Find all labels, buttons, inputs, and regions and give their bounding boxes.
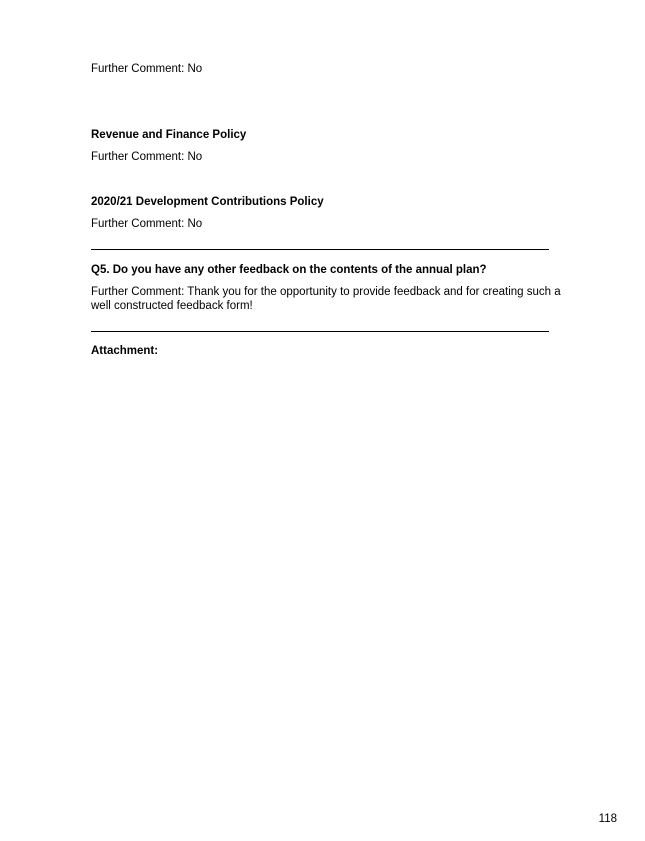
section-heading-revenue-finance: Revenue and Finance Policy — [91, 129, 247, 141]
page-number: 118 — [598, 813, 617, 825]
horizontal-rule — [91, 249, 549, 250]
further-comment-text: Further Comment: No — [91, 218, 203, 230]
further-comment-text-line1: Further Comment: Thank you for the opportunity to provide feedback and for creating such a — [91, 286, 561, 298]
section-heading-development-contributions: 2020/21 Development Contributions Policy — [91, 196, 324, 208]
horizontal-rule — [91, 331, 549, 332]
attachment-heading: Attachment: — [91, 345, 159, 357]
further-comment-text: Further Comment: No — [91, 63, 203, 75]
question-heading-q5: Q5. Do you have any other feedback on the contents of the annual plan? — [91, 264, 487, 276]
further-comment-text-line2: well constructed feedback form! — [91, 300, 253, 312]
further-comment-text: Further Comment: No — [91, 151, 203, 163]
